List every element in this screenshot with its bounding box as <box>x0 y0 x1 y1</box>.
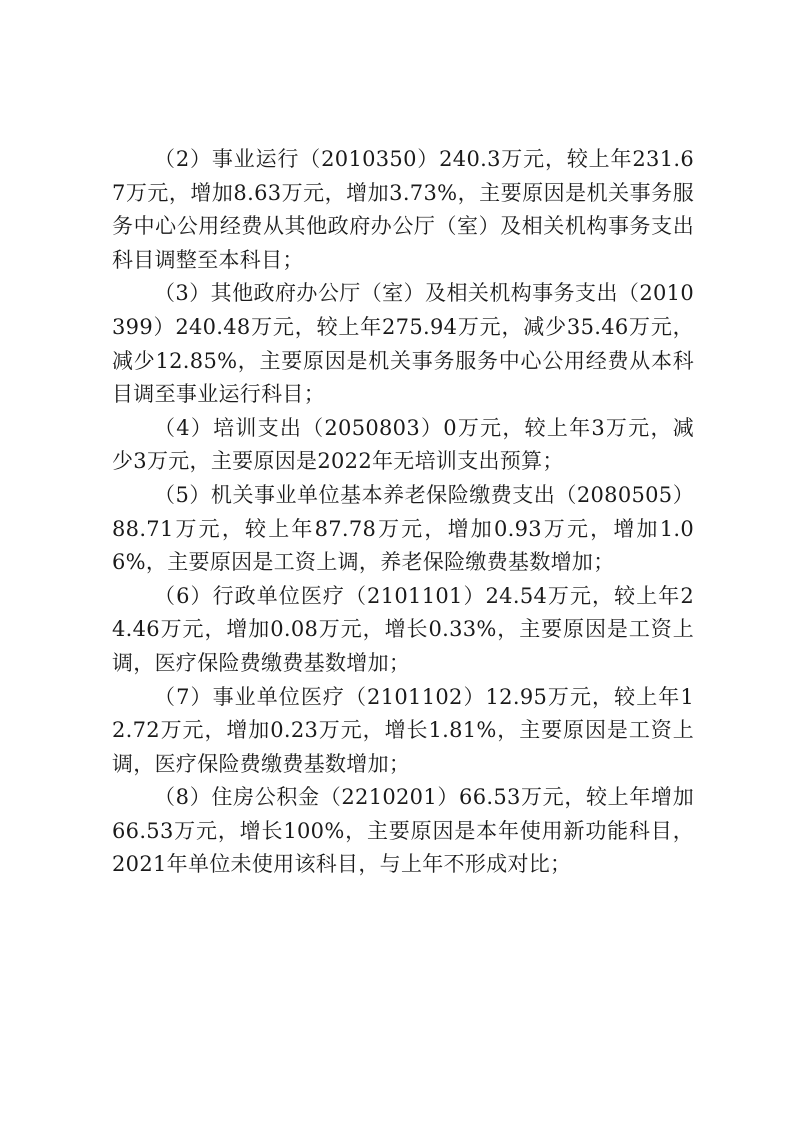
paragraph-item-7: （7）事业单位医疗（2101102）12.95万元，较上年12.72万元，增加0.23万元，增长1.81%，主要原因是工资上调，医疗保险费缴费基数增加； <box>112 684 694 776</box>
paragraph-item-5: （5）机关事业单位基本养老保险缴费支出（2080505）88.71万元，较上年87.78万元，增加0.93万元，增加1.06%，主要原因是工资上调，养老保险缴费基数增加； <box>112 482 694 575</box>
paragraph-item-6: （6）行政单位医疗（2101101）24.54万元，较上年24.46万元，增加0.08万元，增长0.33%，主要原因是工资上调，医疗保险费缴费基数增加； <box>112 583 694 675</box>
paragraph-item-4: （4）培训支出（2050803）0万元，较上年3万元，减少3万元，主要原因是2022年无培训支出预算； <box>112 415 694 474</box>
paragraph-item-3: （3）其他政府办公厅（室）及相关机构事务支出（2010399）240.48万元，较上年275.94万元，减少35.46万元，减少12.85%，主要原因是机关事务服务中心公用经费从本科目调至事业运行科目； <box>112 281 694 407</box>
paragraph-item-8: （8）住房公积金（2210201）66.53万元，较上年增加66.53万元，增长100%，主要原因是本年使用新功能科目，2021年单位未使用该科目，与上年不形成对比； <box>112 785 694 877</box>
document-body <box>112 143 694 882</box>
paragraph-item-2: （2）事业运行（2010350）240.3万元，较上年231.67万元，增加8.63万元，增加3.73%，主要原因是机关事务服务中心公用经费从其他政府办公厅（室）及相关机构事务支出科目调整至本科目； <box>112 147 694 272</box>
